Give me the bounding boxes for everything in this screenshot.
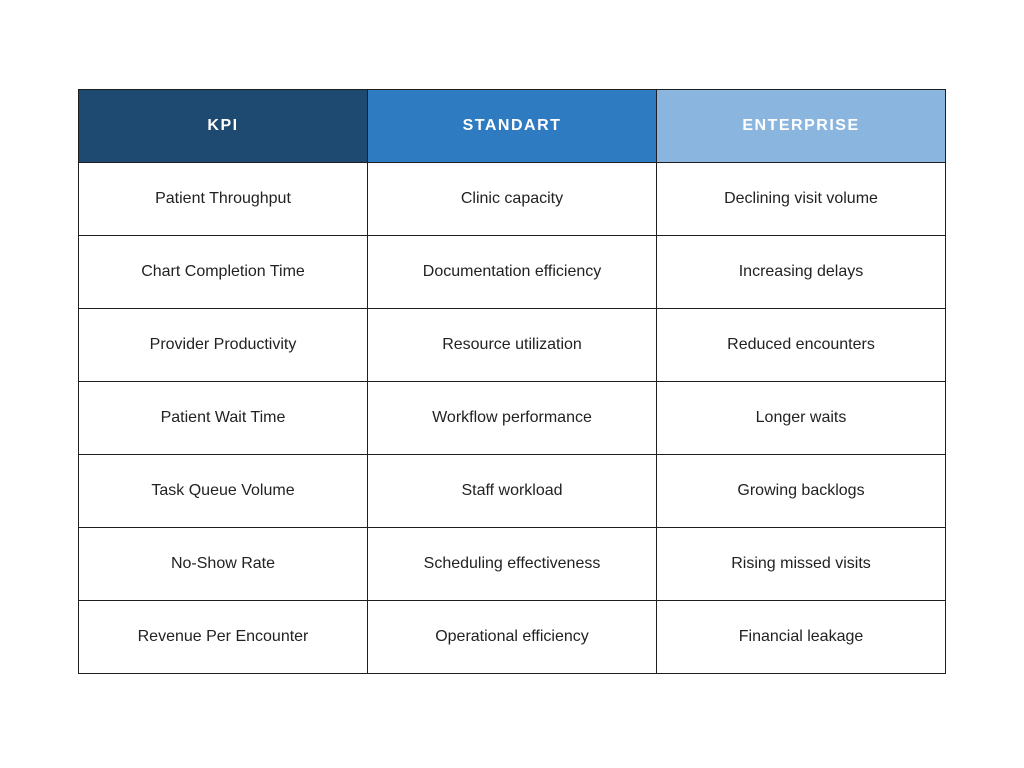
table-row	[79, 309, 946, 382]
header-enterprise: ENTERPRISE	[657, 90, 946, 163]
cell-enterprise: Declining visit volume	[657, 163, 946, 236]
cell-kpi: Patient Throughput	[79, 163, 368, 236]
cell-standart: Workflow performance	[368, 382, 657, 455]
header-standart: STANDART	[368, 90, 657, 163]
cell-kpi: Provider Productivity	[79, 309, 368, 382]
cell-standart: Clinic capacity	[368, 163, 657, 236]
cell-standart: Documentation efficiency	[368, 236, 657, 309]
cell-standart: Resource utilization	[368, 309, 657, 382]
cell-standart: Scheduling effectiveness	[368, 528, 657, 601]
cell-kpi: Patient Wait Time	[79, 382, 368, 455]
cell-enterprise: Increasing delays	[657, 236, 946, 309]
cell-enterprise: Growing backlogs	[657, 455, 946, 528]
cell-enterprise: Reduced encounters	[657, 309, 946, 382]
cell-kpi: Chart Completion Time	[79, 236, 368, 309]
cell-enterprise: Longer waits	[657, 382, 946, 455]
table-header	[79, 90, 946, 163]
header-row	[79, 90, 946, 163]
table-row	[79, 236, 946, 309]
table-row	[79, 601, 946, 674]
cell-kpi: Revenue Per Encounter	[79, 601, 368, 674]
header-kpi: KPI	[79, 90, 368, 163]
table-row	[79, 163, 946, 236]
table-row	[79, 528, 946, 601]
cell-standart: Staff workload	[368, 455, 657, 528]
cell-kpi: No-Show Rate	[79, 528, 368, 601]
table-row	[79, 455, 946, 528]
kpi-comparison-table	[78, 89, 946, 674]
cell-standart: Operational efficiency	[368, 601, 657, 674]
table-body	[79, 163, 946, 674]
table-row	[79, 382, 946, 455]
cell-kpi: Task Queue Volume	[79, 455, 368, 528]
cell-enterprise: Rising missed visits	[657, 528, 946, 601]
cell-enterprise: Financial leakage	[657, 601, 946, 674]
